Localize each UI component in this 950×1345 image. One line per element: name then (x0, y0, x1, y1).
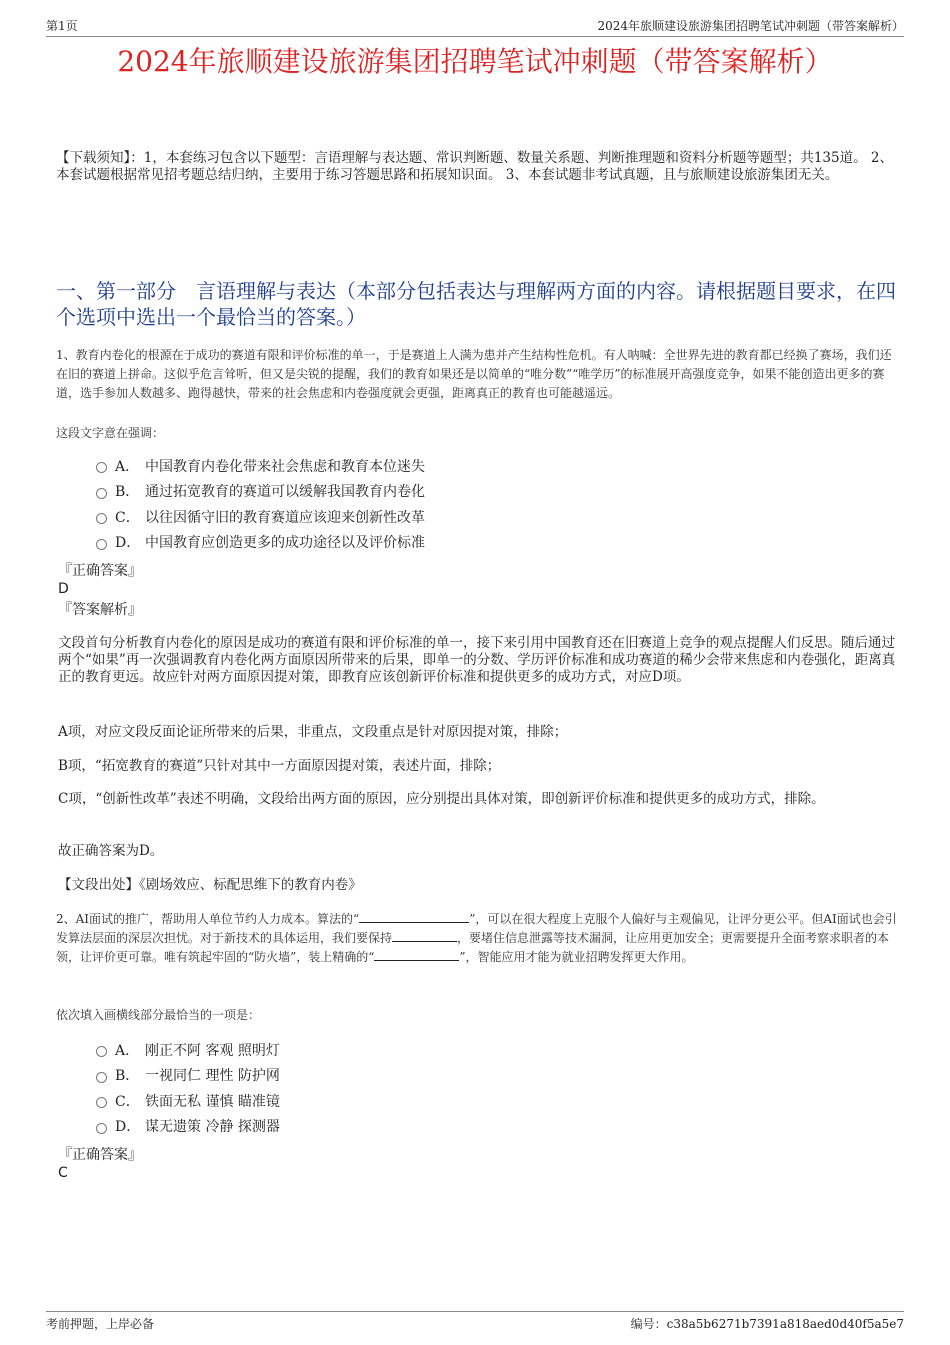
download-notice: 【下载须知】：1，本套练习包含以下题型：言语理解与表达题、常识判断题、数量关系题、判断推理题和资料分析题等题型；共135道。 2、本套试题根据常见招考题总结归纳，主要用于练习答题思路和拓展知识面。 3、本套试题非考试真题，且与旅顺建设旅游集团无关。 (56, 150, 893, 183)
page-title: 2024年旅顺建设旅游集团招聘笔试冲刺题（带答案解析） (117, 45, 833, 78)
radio-icon[interactable] (96, 488, 107, 499)
radio-icon[interactable] (96, 1097, 107, 1108)
option-b[interactable]: B． 通过拓宽教育的赛道可以缓解我国教育内卷化 (96, 479, 425, 505)
answer-label: 『正确答案』 (58, 1147, 142, 1163)
page-footer (46, 1311, 904, 1332)
section-heading: 一、第一部分 言语理解与表达（本部分包括表达与理解两方面的内容。请根据题目要求，在四个选项中选出一个最恰当的答案。） (56, 279, 896, 329)
question-1-prompt: 这段文字意在强调： (56, 426, 165, 440)
question-1-options (96, 453, 425, 555)
answer-label: 『正确答案』 (58, 563, 142, 579)
question-1-text: 1、教育内卷化的根源在于成功的赛道有限和评价标准的单一，于是赛道上人满为患并产生结构性危机。有人呐喊：全世界先进的教育都已经换了赛场，我们还在旧的赛道上拼命。这似乎危言耸听，但又是尖锐的提醒，我们的教育如果还是以简单的“唯分数”“唯学历”的标准展开高强度竞争，如果不能创造出更多的赛道，选手参加人数越多、跑得越快，带来的社会焦虑和内卷强度就会更强，距离真正的教育也可能越遥远。 (56, 348, 892, 400)
option-c[interactable]: C． 以往因循守旧的教育赛道应该迎来创新性改革 (96, 504, 425, 530)
question-2-prompt: 依次填入画横线部分最恰当的一项是： (56, 1008, 261, 1022)
question-2-options (96, 1037, 280, 1139)
question-2-text: 2、AI面试的推广，帮助用人单位节约人力成本。算法的“ ”，可以在很大程度上克服个人偏好与主观偏见，让评分更公平。但AI面试也会引发算法层面的深层次担忧。对于新技术的具体运用，我们要保持 ，要堵住信息泄露等技术漏洞，让应用更加安全；更需要提升全面考察求职者的本领，让评价更可靠。唯有筑起牢固的“防火墙”，装上精确的“ ”，智能应用才能为就业招聘发挥更大作用。 (56, 912, 897, 964)
option-a[interactable]: A． 刚正不阿 客观 照明灯 (96, 1037, 280, 1063)
analysis-paragraph: C项，“创新性改革”表述不明确，文段给出两方面的原因，应分别提出具体对策，即创新评价标准和提供更多的成功方式，排除。 (58, 791, 825, 807)
source-citation: 【文段出处】《剧场效应、标配思维下的教育内卷》 (58, 877, 362, 893)
footer-slogan: 考前押题，上岸必备 (46, 1317, 155, 1331)
radio-icon[interactable] (96, 539, 107, 550)
page-header (46, 14, 904, 37)
option-b[interactable]: B． 一视同仁 理性 防护网 (96, 1063, 280, 1089)
blank-line (359, 910, 469, 923)
analysis-paragraph: 故正确答案为D。 (58, 843, 164, 859)
radio-icon[interactable] (96, 1123, 107, 1134)
analysis-paragraph: A项，对应文段反面论证所带来的后果，非重点，文段重点是针对原因提对策，排除； (58, 724, 568, 740)
option-d[interactable]: D． 中国教育应创造更多的成功途径以及评价标准 (96, 530, 425, 556)
option-d[interactable]: D． 谋无遗策 冷静 探测器 (96, 1114, 280, 1140)
radio-icon[interactable] (96, 462, 107, 473)
analysis-paragraph: 文段首句分析教育内卷化的原因是成功的赛道有限和评价标准的单一，接下来引用中国教育还在旧赛道上竞争的观点提醒人们反思。随后通过两个“如果”再一次强调教育内卷化两方面原因所带来的后果，即单一的分数、学历评价标准和成功赛道的稀少会带来焦虑和内卷强化，距离真正的教育更远。故应针对两方面原因提对策，即教育应该创新评价标准和提供更多的成功方式，对应D项。 (58, 635, 896, 685)
page-number: 第1页 (46, 19, 78, 33)
option-a[interactable]: A． 中国教育内卷化带来社会焦虑和教育本位迷失 (96, 453, 425, 479)
header-doc-title: 2024年旅顺建设旅游集团招聘笔试冲刺题（带答案解析） (597, 19, 904, 33)
analysis-label: 『答案解析』 (58, 602, 142, 618)
analysis-paragraph: B项，“拓宽教育的赛道”只针对其中一方面原因提对策，表述片面，排除； (58, 758, 501, 774)
blank-line (374, 948, 459, 961)
radio-icon[interactable] (96, 1046, 107, 1057)
blank-line (392, 929, 457, 942)
answer-value: C (58, 1165, 68, 1181)
answer-value: D (58, 581, 69, 597)
radio-icon[interactable] (96, 1072, 107, 1083)
footer-code: 编号：c38a5b6271b7391a818aed0d40f5a5e7 (630, 1317, 904, 1331)
radio-icon[interactable] (96, 513, 107, 524)
option-c[interactable]: C． 铁面无私 谨慎 瞄准镜 (96, 1088, 280, 1114)
